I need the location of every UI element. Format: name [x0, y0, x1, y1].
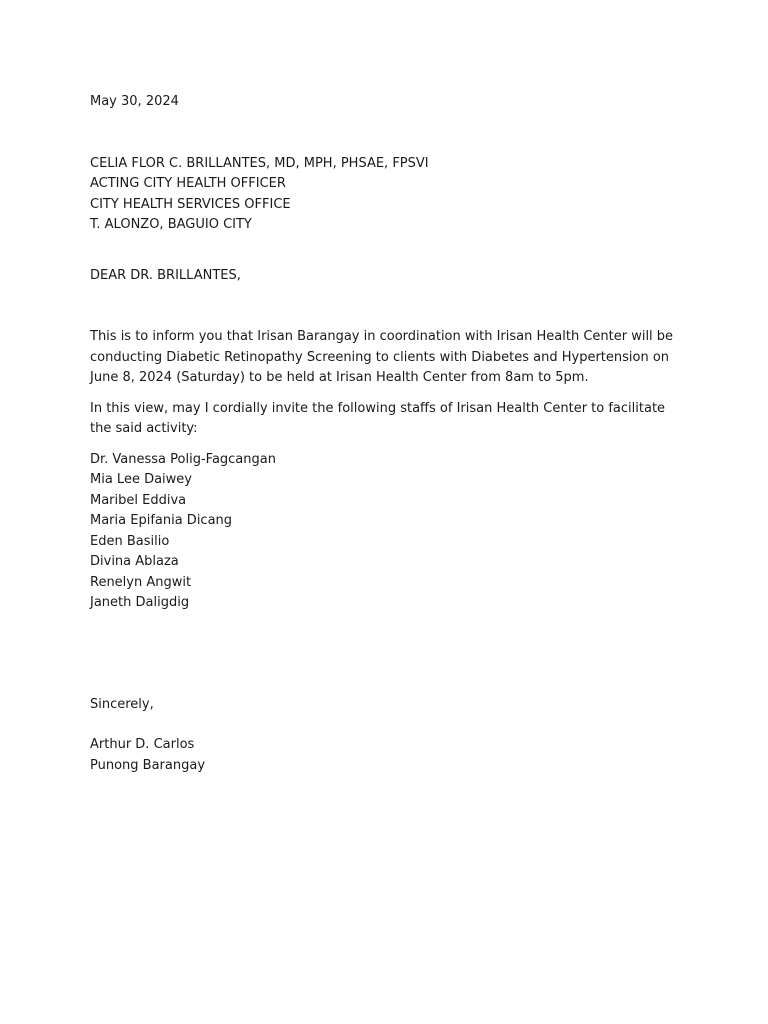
recipient-address: T. ALONZO, BAGUIO CITY	[90, 217, 252, 232]
list-item: Dr. Vanessa Polig-Fagcangan	[90, 451, 276, 467]
letter-date: May 30, 2024	[90, 94, 179, 109]
list-item: Divina Ablaza	[90, 554, 179, 569]
list-item: Maribel Eddiva	[90, 492, 187, 508]
list-item: Eden Basilio	[90, 533, 170, 549]
signatory-title: Punong Barangay	[90, 757, 206, 773]
list-item: Janeth Daligdig	[90, 595, 190, 610]
list-item: Renelyn Angwit	[90, 574, 192, 590]
recipient-name: CELIA FLOR C. BRILLANTES, MD, MPH, PHSAE, FPSVI	[90, 155, 429, 171]
list-item: Maria Epifania Dicang	[90, 513, 233, 528]
staff-list	[90, 450, 680, 614]
list-item: Mia Lee Daiwey	[90, 472, 192, 487]
recipient-position: ACTING CITY HEALTH OFFICER	[90, 176, 286, 191]
signatory-name: Arthur D. Carlos	[90, 737, 195, 752]
recipient-block	[90, 154, 680, 236]
letter-body	[90, 92, 680, 776]
body-paragraph-1: This is to inform you that Irisan Barangay in coordination with Irisan Health Center will be conducting Diabetic Retinopathy Screening to clients with Diabetes and Hypertension on June 8, 2024 (Saturday) to be held at Irisan Health Center from 8am to 5pm.	[90, 329, 674, 385]
recipient-office: CITY HEALTH SERVICES OFFICE	[90, 196, 291, 212]
salutation: DEAR DR. BRILLANTES,	[90, 267, 241, 283]
body-paragraph-2: In this view, may I cordially invite the following staffs of Irisan Health Center to facilitate the said activity:	[90, 400, 666, 436]
closing: Sincerely,	[90, 696, 154, 712]
